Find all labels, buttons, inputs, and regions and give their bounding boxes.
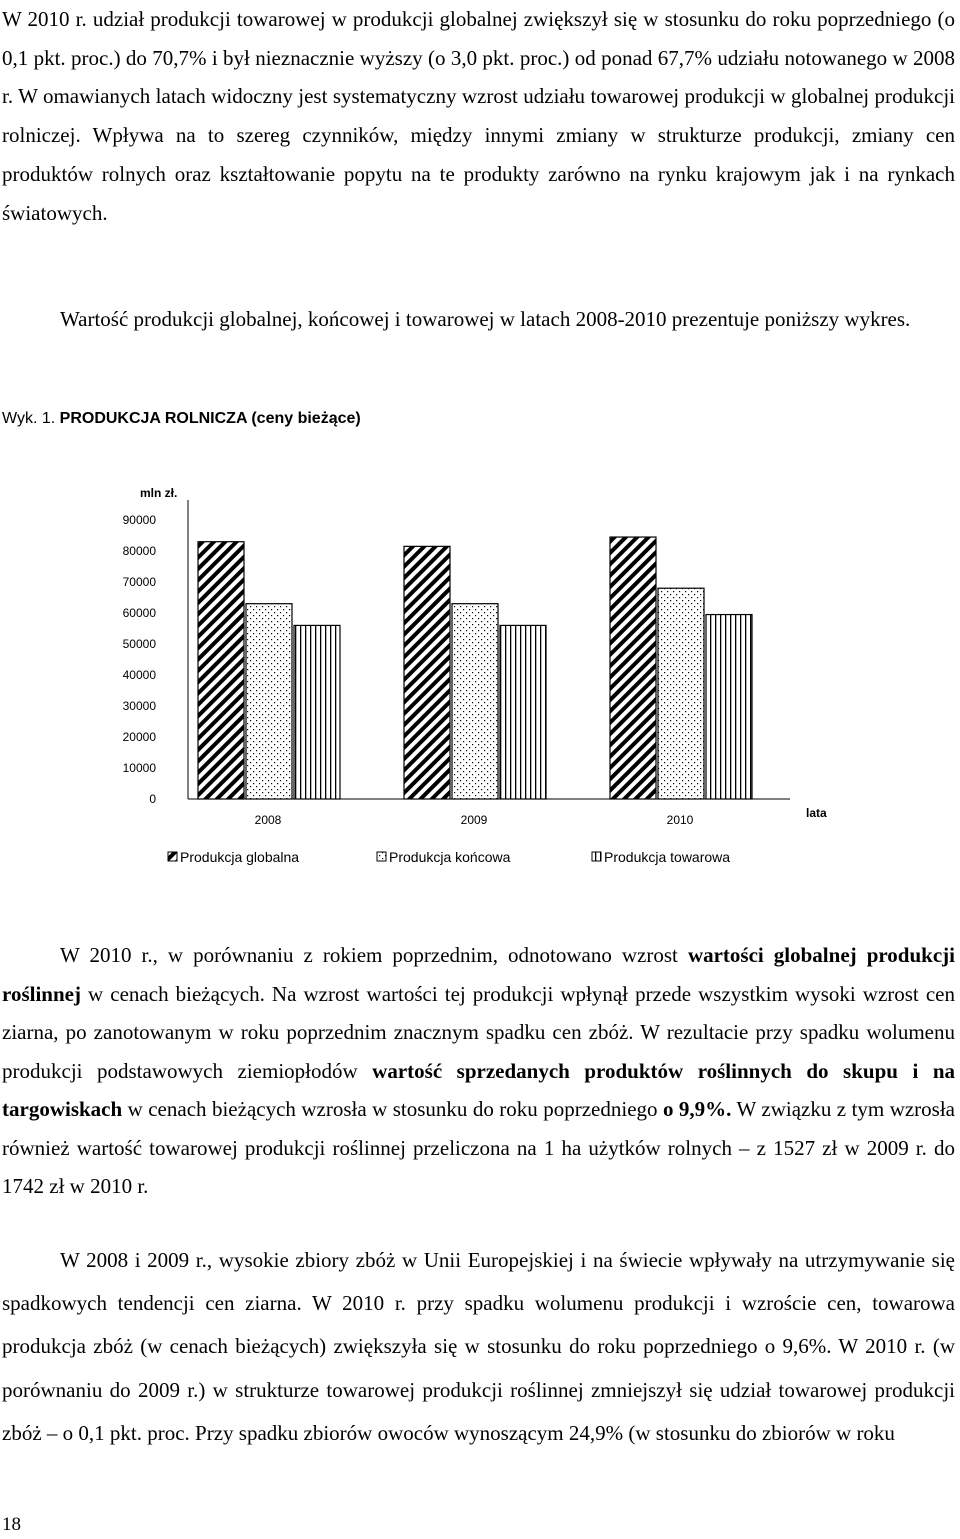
bar-2009-3	[500, 625, 546, 799]
x-axis-label: lata	[806, 806, 827, 820]
p3-part-d: wartość sprzedanych produktów roślinnych do skupu i na targowiskach	[2, 1058, 955, 1121]
bar-2010-3	[706, 615, 752, 799]
bar-2008-3	[294, 625, 340, 799]
y-tick-label: 50000	[122, 637, 156, 651]
bars-group	[198, 537, 752, 799]
x-tick-labels	[255, 813, 694, 827]
legend-label-1: Produkcja globalna	[180, 849, 300, 865]
y-tick-label: 10000	[122, 761, 156, 775]
legend-label-3: Produkcja towarowa	[604, 849, 731, 865]
y-tick-label: 40000	[122, 668, 156, 682]
x-tick-label: 2008	[254, 813, 282, 827]
paragraph-3	[2, 936, 955, 1206]
p3-part-g: W związku z tym wzrosła również wartość towarowej produkcji roślinnej przeliczona na 1 ha użytków rolnych – z 1527 zł w 2009 r. do 1742 zł w 2010 r.	[2, 1097, 955, 1198]
y-tick-label: 70000	[122, 575, 156, 589]
y-axis-unit-label: mln zł.	[140, 486, 178, 500]
paragraph-1: W 2010 r. udział produkcji towarowej w produkcji globalnej zwiększył się w stosunku do roku poprzedniego (o 0,1 pkt. proc.) do 70,7% i był nieznacznie wyższy (o 3,0 pkt. proc.) od ponad 67,7% udziału notowanego w 2008 r. W omawianych latach widoczny jest systematyczny wzrost udziału towarowej produkcji w globalnej produkcji rolniczej. Wpływa na to szereg czynników, między innymi zmiany w strukturze produkcji, zmiany cen produktów rolnych oraz kształtowanie popytu na te produkty zarówno na rynku krajowym jak i na rynkach światowych.	[2, 7, 955, 225]
paragraph-2: Wartość produkcji globalnej, końcowej i towarowej w latach 2008-2010 prezentuje poniższy wykres.	[60, 307, 911, 331]
y-tick-label: 0	[149, 792, 156, 806]
legend-swatch-3	[592, 852, 601, 861]
y-tick-label: 60000	[122, 606, 156, 620]
legend-label-2: Produkcja końcowa	[389, 849, 511, 865]
p3-part-a: W 2010 r., w porównaniu z rokiem poprzednim, odnotowano wzrost	[60, 943, 688, 967]
bar-2008-1	[198, 542, 244, 799]
y-tick-labels	[123, 513, 157, 806]
legend-swatch-2	[377, 852, 386, 861]
bar-chart	[0, 470, 960, 910]
bar-2009-1	[404, 546, 450, 799]
x-tick-label: 2009	[460, 813, 488, 827]
paragraph-4: W 2008 i 2009 r., wysokie zbiory zbóż w Unii Europejskiej i na świecie wpływały na utrzymywanie się spadkowych tendencji cen ziarna. W 2010 r. przy spadku wolumenu produkcji i wzroście cen, towarowa produkcja zbóż (w cenach bieżących) zwiększyła się w stosunku do roku poprzedniego o 9,6%. W 2010 r. (w porównaniu do 2009 r.) w strukturze towarowej produkcji roślinnej zmniejszył się udział towarowej produkcji zbóż – o 0,1 pkt. proc. Przy spadku zbiorów owoców wynoszącym 24,9% (w stosunku do zbiorów w roku	[2, 1248, 955, 1445]
y-tick-label: 20000	[122, 730, 156, 744]
p3-part-f: o 9,9%.	[662, 1097, 732, 1121]
p3-part-c: w cenach bieżących. Na wzrost wartości tej produkcji wpłynął przede wszystkim wysoki wzrost cen ziarna, po zanotowanym w roku poprzednim znacznym spadku cen zbóż. W rezultacie przy spadku wolumenu produkcji podstawowych ziemiopłodów	[2, 981, 955, 1083]
bar-2010-1	[610, 537, 656, 799]
y-tick-label: 90000	[122, 513, 156, 527]
figure-title-prefix: Wyk. 1.	[2, 410, 60, 427]
x-tick-label: 2010	[666, 813, 694, 827]
bar-2009-2	[452, 604, 498, 799]
figure-title-text: PRODUKCJA ROLNICZA (ceny bieżące)	[59, 410, 361, 427]
bar-2008-2	[246, 604, 292, 799]
y-tick-label: 30000	[122, 699, 156, 713]
y-tick-label: 80000	[122, 544, 156, 558]
bar-2010-2	[658, 588, 704, 799]
page-number: 18	[2, 1514, 21, 1535]
legend-swatch-1	[168, 852, 177, 861]
p3-part-b: wartości globalnej produkcji roślinnej	[2, 943, 955, 1006]
p3-part-e: w cenach bieżących wzrosła w stosunku do roku poprzedniego	[122, 1097, 663, 1121]
figure-title	[2, 410, 361, 428]
legend	[168, 849, 730, 865]
